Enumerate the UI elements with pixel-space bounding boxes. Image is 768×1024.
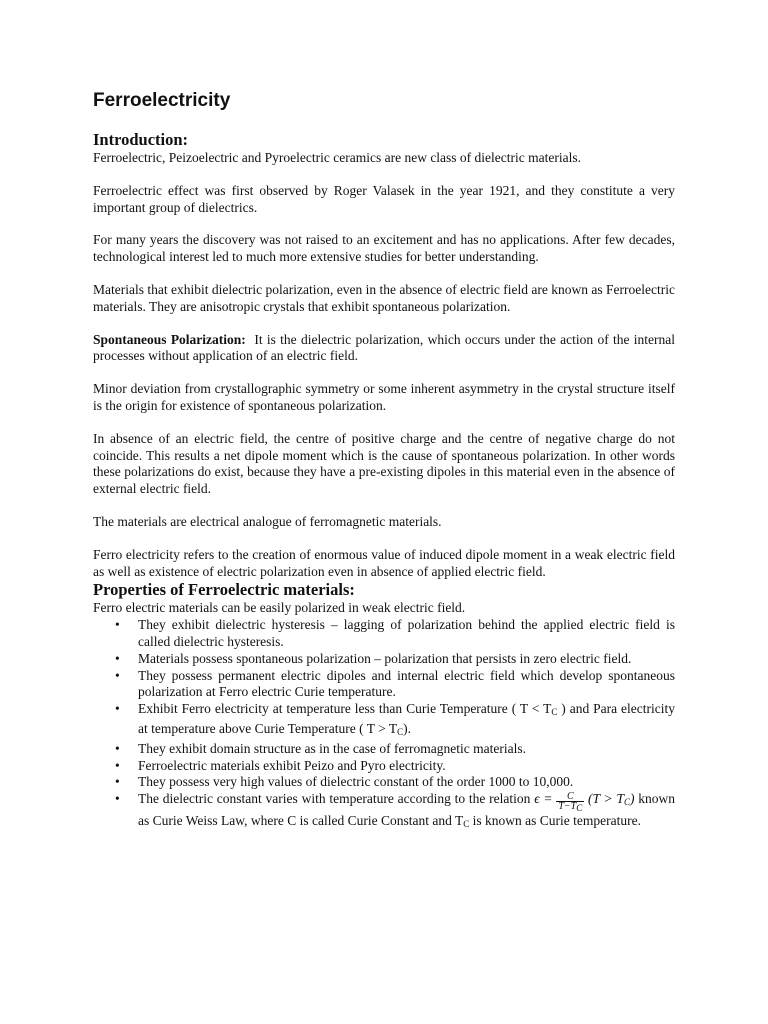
subscript: C (623, 797, 630, 808)
list-item-text: known as Curie Weiss Law, where C is called Curie Constant and T (138, 791, 676, 829)
bullet-icon: • (115, 617, 120, 633)
paragraph: Materials that exhibit dielectric polarization, even in the absence of electric field are known as Ferroelectric materials. They are anisotropic crystals that exhibit spontaneous polarization. (93, 281, 675, 314)
list-item-text: The dielectric constant varies with temperature according to the relation (138, 791, 535, 807)
list-item-text: ) and Para electricity at temperature above Curie Temperature ( T > T (138, 701, 675, 736)
list-item-text: They possess permanent electric dipoles and internal electric field which develop spontaneous polarization at Ferro electric Curie temperature. (138, 667, 675, 700)
list-item (93, 668, 675, 702)
list-item (93, 651, 675, 668)
epsilon-symbol: ϵ = (534, 791, 553, 807)
paragraph: Ferroelectric, Peizoelectric and Pyroelectric ceramics are new class of dielectric materials. (93, 150, 581, 165)
list-item-text: ). (403, 720, 411, 736)
paragraph: For many years the discovery was not raised to an excitement and has no applications. After few decades, technological interest led to much more extensive studies for better understanding. (93, 232, 675, 265)
list-item-text: They exhibit dielectric hysteresis – lagging of polarization behind the applied electric field is called dielectric hysteresis. (138, 617, 675, 649)
fraction-denominator (556, 802, 584, 813)
subscript: C (397, 726, 404, 737)
properties-heading: Properties of Ferroelectric materials: (93, 580, 355, 600)
spontaneous-polarization-text: It is the dielectric polarization, which occurs under the action of the internal processes without application of an electric field. (93, 331, 679, 364)
curie-weiss-fraction (556, 792, 584, 813)
bullet-icon: • (115, 791, 120, 807)
list-item-text: Ferroelectric materials exhibit Peizo and Pyro electricity. (138, 757, 446, 773)
list-item (93, 774, 675, 791)
paragraph: In absence of an electric field, the centre of positive charge and the centre of negative charge do not coincide. This results a net dipole moment which is the cause of spontaneous polarization. In other words these polarizations do exist, because they have a pre-existing dipoles in this material even in the absence of external electric field. (93, 430, 675, 497)
bullet-icon: • (115, 650, 120, 666)
properties-lead: Ferro electric materials can be easily polarized in weak electric field. (93, 600, 466, 616)
bullet-icon: • (115, 774, 120, 790)
paragraph: Minor deviation from crystallographic symmetry or some inherent asymmetry in the crystal structure itself is the origin for existence of spontaneous polarization. (93, 381, 675, 413)
list-item (93, 741, 675, 758)
list-item (93, 617, 675, 651)
subscript: C (463, 819, 470, 830)
spontaneous-polarization-label: Spontaneous Polarization: (93, 331, 246, 347)
bullet-icon: • (115, 757, 120, 773)
list-item-text: They exhibit domain structure as in the case of ferromagnetic materials. (138, 740, 526, 756)
paragraph: Ferro electricity refers to the creation of enormous value of induced dipole moment in a weak electric field as well as existence of electric polarization even in absence of applied electric field. (93, 546, 675, 579)
intro-heading: Introduction: (93, 130, 189, 149)
list-item (93, 701, 675, 741)
bullet-icon: • (115, 667, 120, 683)
list-item-text: Exhibit Ferro electricity at temperature less than Curie Temperature ( T < T (138, 701, 552, 717)
condition-t: T (616, 791, 624, 807)
subscript: C (576, 803, 583, 814)
paragraph: Ferroelectric effect was first observed by Roger Valasek in the year 1921, and they constitute a very important group of dielectrics. (93, 182, 675, 215)
fraction-numerator: C (556, 792, 584, 802)
condition-open: (T > (584, 791, 613, 807)
page-title: Ferroelectricity (93, 90, 231, 111)
list-item (93, 791, 675, 833)
condition-close: ) (630, 791, 635, 807)
document-body (93, 130, 679, 833)
spontaneous-polarization-paragraph (93, 331, 679, 366)
list-item-text: They possess very high values of dielectric constant of the order 1000 to 10,000. (138, 774, 574, 790)
list-item-text: Materials possess spontaneous polarization – polarization that persists in zero electric field. (138, 650, 632, 666)
paragraph: The materials are electrical analogue of ferromagnetic materials. (93, 513, 442, 529)
properties-list (93, 617, 675, 833)
list-item (93, 758, 675, 775)
bullet-icon: • (115, 740, 120, 756)
bullet-icon: • (115, 701, 120, 717)
denominator-text: T−T (558, 801, 577, 813)
subscript: C (551, 707, 558, 718)
list-item-text: is known as Curie temperature. (469, 813, 641, 829)
